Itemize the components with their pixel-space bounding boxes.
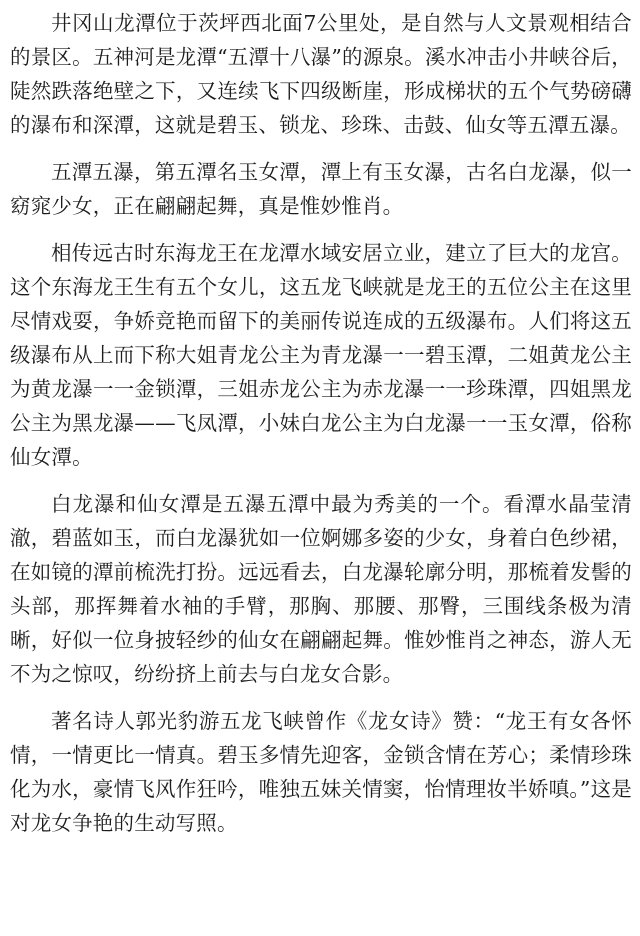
paragraph-4: 白龙瀑和仙女潭是五瀑五潭中最为秀美的一个。看潭水晶莹清澈，碧蓝如玉，而白龙瀑犹如一位婀娜多姿的少女，身着白色纱裙，在如镜的潭前梳洗打扮。远远看去，白龙瀑轮廓分明，那梳着发髻的头部，那挥舞着水袖的手臂，那胸、那腰、那臀，三围线条极为清晰，好似一位身披轻纱的仙女在翩翩起舞。惟妙惟肖之神态，游人无不为之惊叹，纷纷挤上前去与白龙女合影。 [10, 492, 632, 686]
paragraph-1: 井冈山龙潭位于茨坪西北面7公里处，是自然与人文景观相结合的景区。五神河是龙潭“五潭十八瀑”的源泉。溪水冲击小井峡谷后，陡然跌落绝壁之下，又连续飞下四级断崖，形成梯状的五个气势磅礴的瀑布和深潭，这就是碧玉、锁龙、珍珠、击鼓、仙女等五潭五瀑。 [10, 11, 632, 137]
paragraph-3: 相传远古时东海龙王在龙潭水域安居立业，建立了巨大的龙宫。这个东海龙王生有五个女儿，这五龙飞峡就是龙王的五位公主在这里尽情戏耍，争娇竞艳而留下的美丽传说连成的五级瀑布。人们将这五级瀑布从上而下称大姐青龙公主为青龙瀑一一碧玉潭，二姐黄龙公主为黄龙瀑一一金锁潭，三姐赤龙公主为赤龙瀑一一珍珠潭，四姐黑龙公主为黑龙瀑——飞凤潭，小妹白龙公主为白龙瀑一一玉女潭，俗称仙女潭。 [10, 241, 632, 469]
paragraph-5: 著名诗人郭光豹游五龙飞峡曾作《龙女诗》赞：“龙王有女各怀情，一情更比一情真。碧玉多情先迎客，金锁含情在芳心；柔情珍珠化为水，豪情飞风作狂吟，唯独五妹关情窦，怡情理妆半娇嗔。”这是对龙女争艳的生动写照。 [10, 709, 632, 835]
paragraph-2: 五潭五瀑，第五潭名玉女潭，潭上有玉女瀑，古名白龙瀑，似一窈窕少女，正在翩翩起舞，真是惟妙惟肖。 [10, 160, 632, 218]
